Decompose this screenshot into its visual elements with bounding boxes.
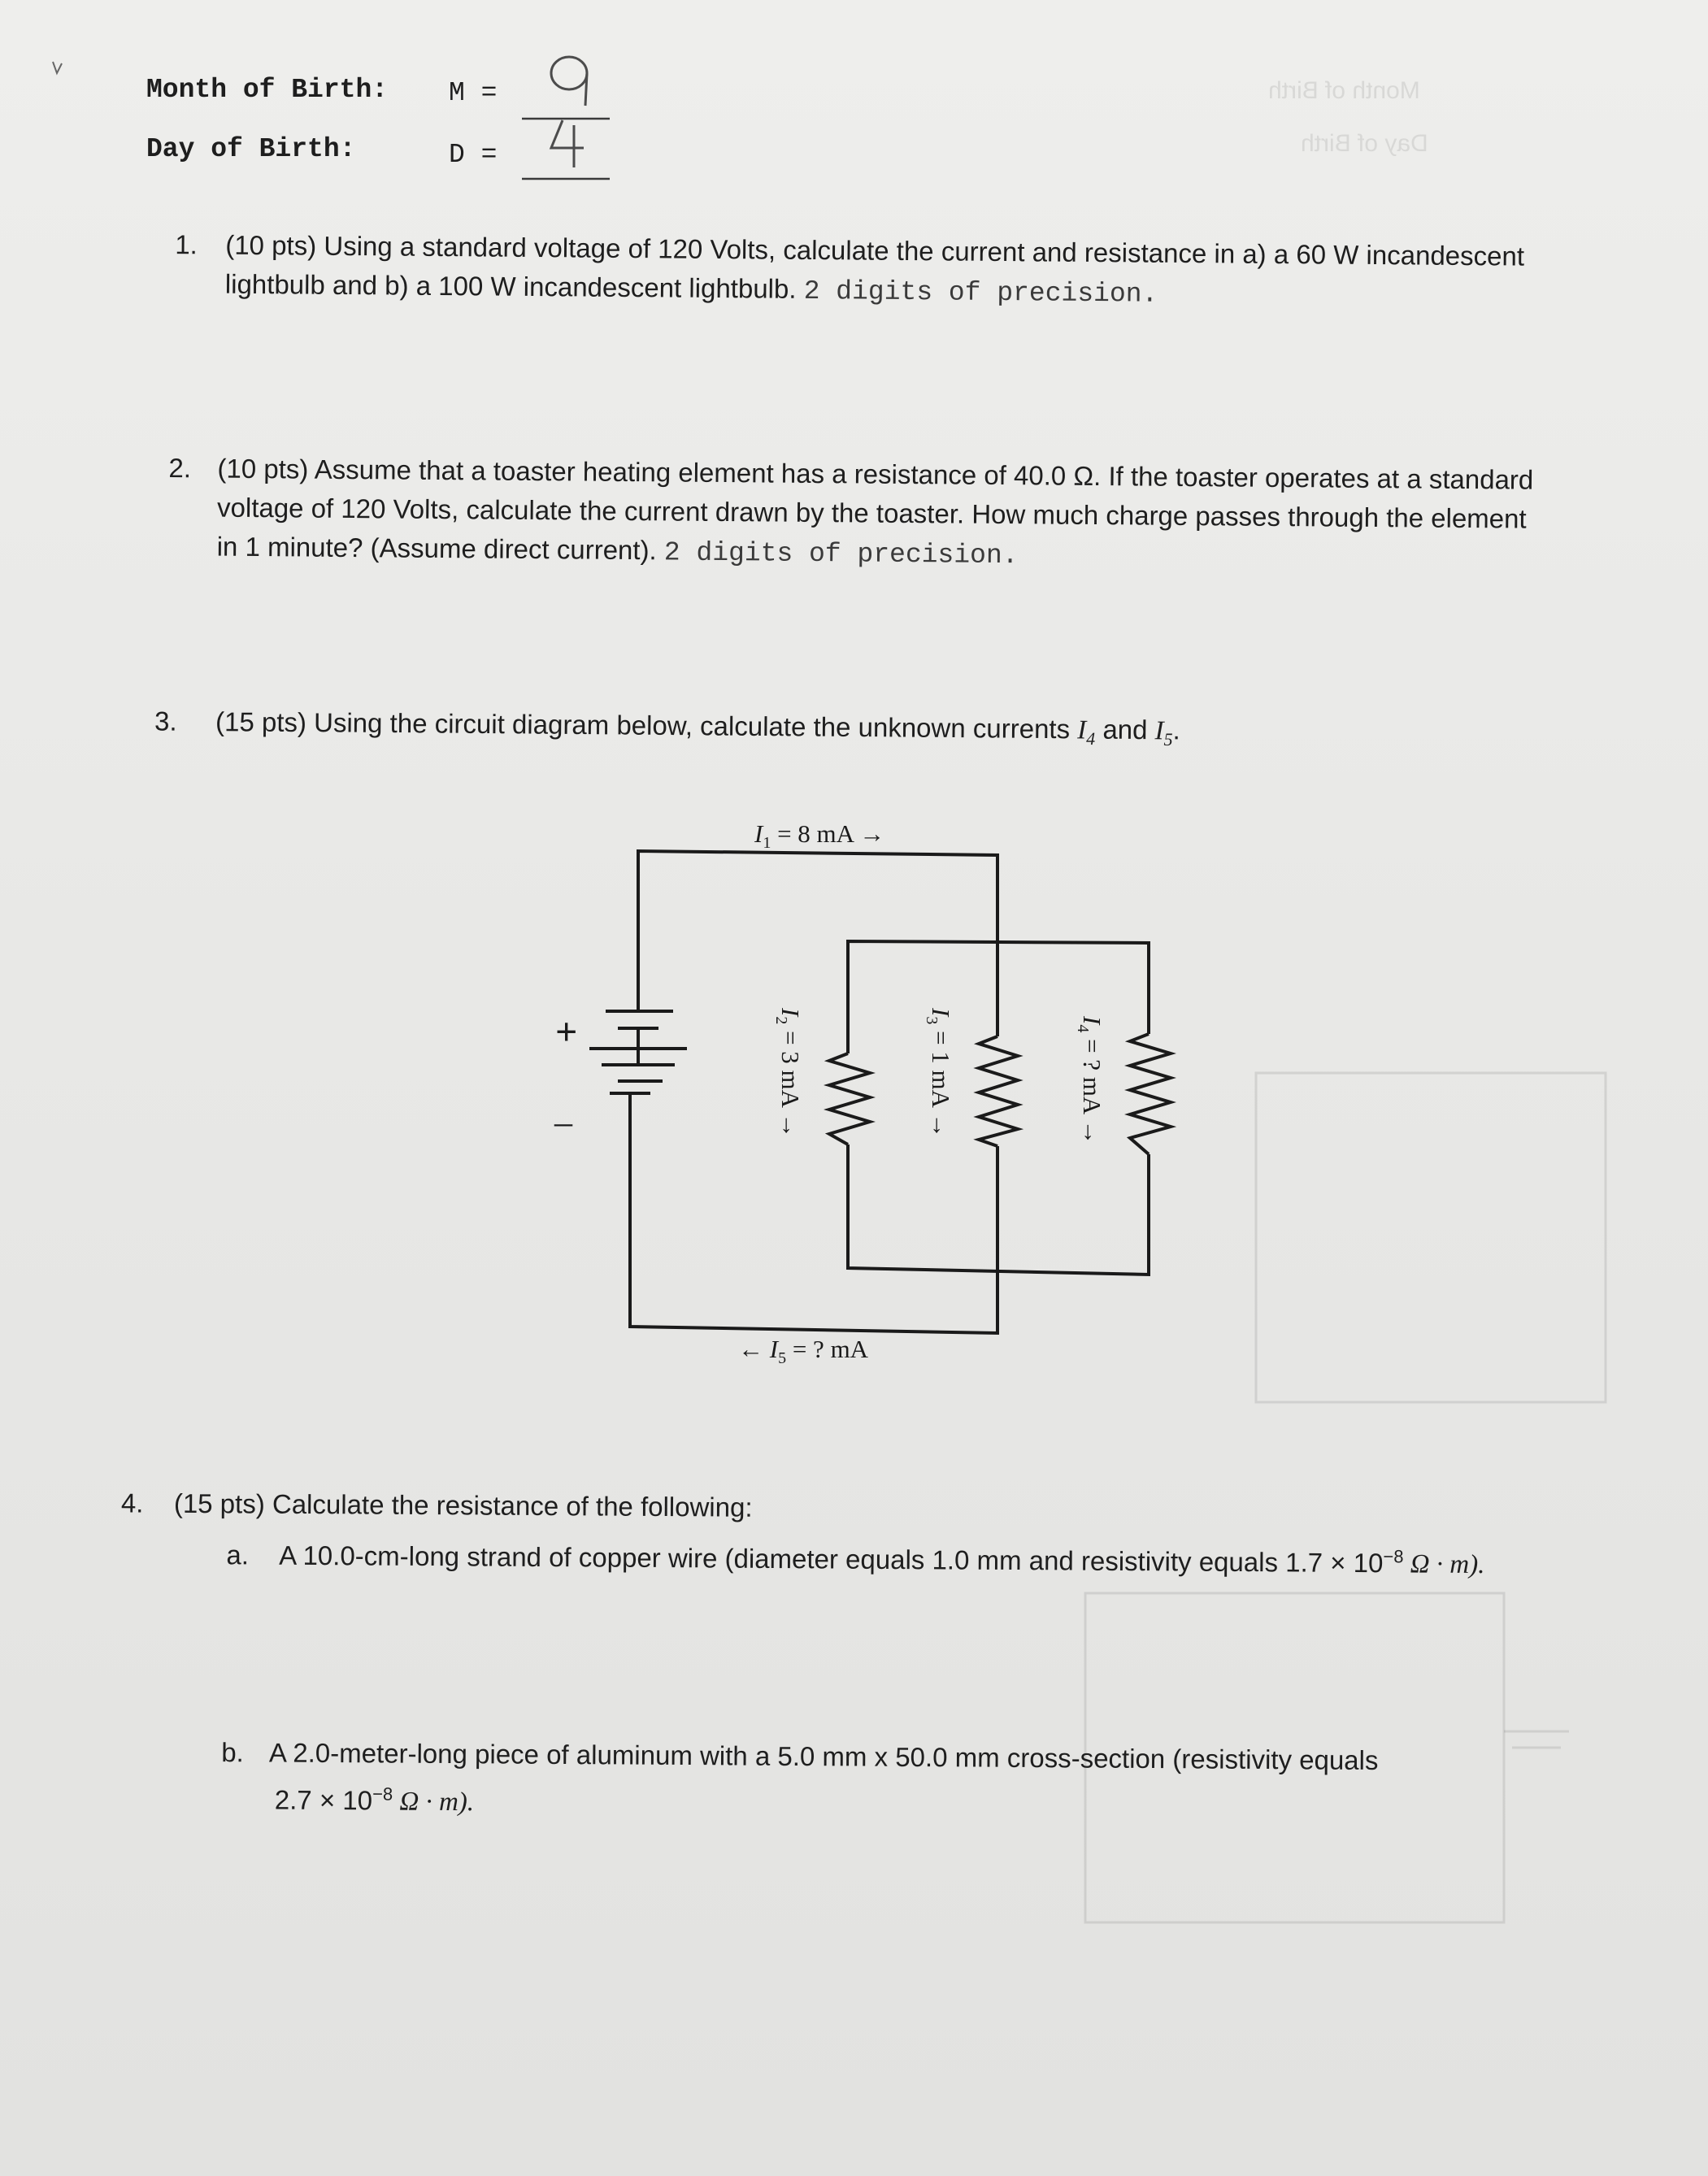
wire-top [638, 851, 997, 1011]
question-4b [221, 1733, 1604, 1840]
part-text: A 2.0-meter-long piece of aluminum with a 5.0 mm x 50.0 mm cross-section (resistivity equals [268, 1737, 1379, 1776]
current-label-i5: ← $I_5$ = ? mA [738, 1335, 869, 1367]
part-b-line2 [275, 1774, 475, 1822]
part-label: a. [226, 1540, 250, 1570]
current-label-i4: $I_4$ = ? mA → [1074, 1016, 1106, 1145]
unit: Ω · m). [1403, 1549, 1485, 1580]
question-text: (15 pts) Calculate the resistance of the following: [173, 1488, 753, 1522]
battery-minus: – [554, 1102, 572, 1142]
question-text-fragment: (15 pts) Using the circuit diagram below, calculate the unknown currents [215, 706, 1071, 745]
resistor-r4 [1130, 1034, 1171, 1154]
part-text: A 10.0-cm-long strand of copper wire (diameter equals 1.0 mm and resistivity equals 1.7 × 10 [279, 1540, 1384, 1579]
current-label-i1: $I_1 = 8$ mA → [754, 819, 885, 852]
current-label-i2: $I_2 = 3$ mA → [772, 1008, 805, 1139]
variable-i: I [1154, 716, 1164, 746]
current-label-i3: $I_3 = 1$ mA → [923, 1008, 955, 1139]
part-text: 2.7 × 10 [274, 1784, 373, 1816]
variable-subscript: 5 [1163, 728, 1173, 749]
exponent: −8 [1383, 1546, 1404, 1567]
day-label: Day of Birth: [146, 134, 356, 164]
variable-subscript: 4 [1086, 728, 1096, 749]
part-label: b. [221, 1737, 244, 1768]
month-label: Month of Birth: [146, 75, 389, 105]
month-var: M = [449, 78, 498, 108]
precision-note: 2 digits of precision. [803, 276, 1158, 310]
battery-plus: + [555, 1010, 578, 1053]
question-text-fragment: and [1102, 714, 1148, 745]
variable-i: I [1077, 715, 1087, 745]
part-a [226, 1529, 1484, 1584]
question-text-fragment: in 1 minute? (Assume direct current). [216, 531, 657, 566]
precision-note: 2 digits of precision. [663, 537, 1019, 571]
question-number: 1. [175, 229, 198, 260]
resistor-r2 [829, 1053, 870, 1144]
bleed-through: Month of Birth [1268, 77, 1420, 104]
question-number: 2. [168, 453, 192, 484]
resistor-r3 [979, 1036, 1018, 1146]
unit: Ω · m). [393, 1787, 475, 1818]
day-var: D = [449, 140, 498, 170]
exponent: −8 [372, 1783, 393, 1805]
question-number: 4. [120, 1488, 144, 1518]
question-text-fragment: lightbulb and b) a 100 W incandescent lightbulb. [224, 268, 797, 304]
question-line: voltage of 120 Volts, calculate the current drawn by the toaster. How much charge passes through the element [216, 492, 1527, 534]
question-line: (10 pts) Assume that a toaster heating element has a resistance of 40.0 Ω. If the toaster operates at a standard [217, 453, 1534, 495]
bleed-through: Day of Birth [1301, 130, 1428, 157]
question-line: (10 pts) Using a standard voltage of 120 Volts, calculate the current and resistance in a) a 60 W incandescent [225, 229, 1525, 271]
question-number: 3. [154, 706, 177, 736]
question-4 [120, 1483, 1666, 1738]
question-text-fragment: . [1172, 714, 1180, 745]
